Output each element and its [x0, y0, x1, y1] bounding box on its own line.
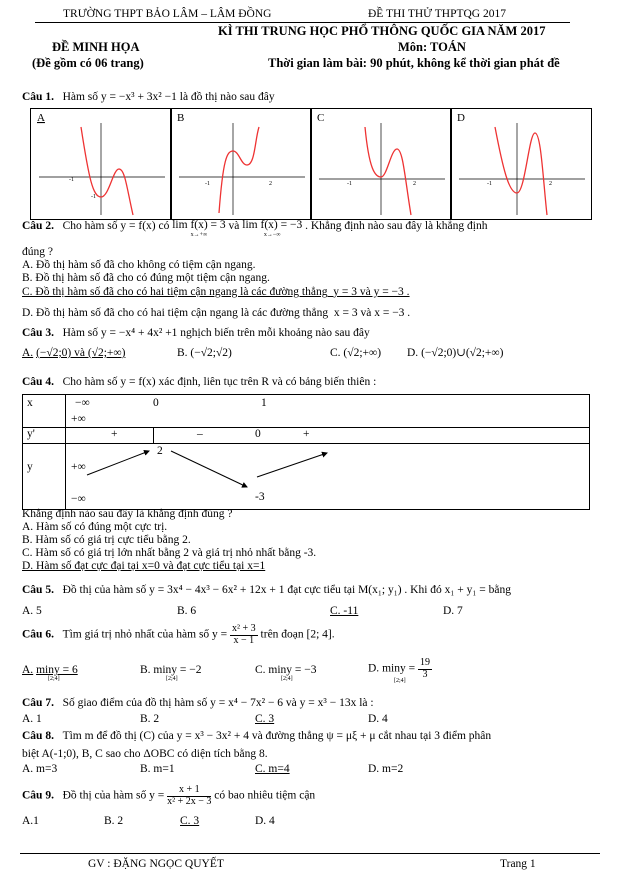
q4-text: Cho hàm số y = f(x) xác định, liên tục trên R và có bảng biến thiên : [62, 376, 377, 388]
q3-option-c-value: (√2;+∞) [343, 347, 382, 359]
vt-arrow-down [171, 451, 247, 487]
q6-option-d-den: 3 [422, 668, 428, 680]
graph-c-curve [365, 127, 411, 215]
q8-option-d[interactable]: D. m=2 [368, 763, 404, 775]
graph-d-curve [495, 127, 547, 215]
vt-x-value: 1 [261, 397, 267, 409]
graph-a-tick: -1 [91, 194, 96, 200]
q8-text-a: Tìm m để đồ thị (C) của y = x³ − 3x² + 4 và đường thẳng ψ = μξ + μ cắt nhau tại 3 điểm phân [62, 730, 492, 742]
q2-text-a: Cho hàm số y = f(x) có [62, 220, 170, 232]
q8-option-c[interactable]: C. m=4 [255, 763, 290, 775]
graph-b-label: B [177, 112, 185, 124]
q9-text-a: Đồ thị của hàm số y = [62, 789, 165, 802]
q6-interval: [2;4] [166, 676, 178, 682]
q5-option-d[interactable]: D. 7 [443, 605, 463, 617]
q6-denominator: x − 1 [233, 634, 255, 646]
q6-text-b: trên đoạn [2; 4]. [260, 628, 335, 641]
q6-interval: [2;4] [394, 678, 406, 684]
q3-option-d[interactable] [407, 347, 503, 360]
vt-y-value: 2 [157, 445, 163, 457]
q2-stem [22, 220, 487, 238]
q6-option-c-value: miny = −3 [268, 664, 317, 676]
footer-page-number: Trang 1 [500, 858, 536, 870]
q2-option-c[interactable] [22, 286, 410, 299]
graph-a[interactable] [30, 108, 172, 220]
graph-c-label: C [317, 112, 325, 124]
q2-lim1-expr: lim f(x) = 3 [172, 219, 226, 231]
graph-a-curve [81, 127, 133, 215]
vt-arrows [23, 443, 363, 509]
footer-divider [20, 853, 600, 854]
subject: Môn: TOÁN [398, 40, 466, 54]
q2-option-a[interactable]: A. Đồ thị hàm số đã cho không có tiệm cận ngang. [22, 259, 256, 271]
q5-option-a[interactable]: A. 5 [22, 605, 42, 617]
q6-option-b-letter: B. [140, 664, 151, 676]
q8-label: Câu 8. [22, 730, 54, 742]
q1-label: Câu 1. [22, 91, 54, 103]
q3-option-c-letter: C. [330, 347, 341, 359]
q1-text: Hàm số y = −x³ + 3x² −1 là đồ thị nào sau đây [62, 91, 275, 103]
q3-option-a-value: (−√2;0) và (√2;+∞) [36, 347, 126, 359]
q7-stem [22, 697, 374, 710]
q9-denominator: x² + 2x − 3 [167, 795, 212, 807]
q9-option-d[interactable]: D. 4 [255, 815, 275, 827]
graph-b-tick: 2 [269, 181, 272, 187]
q2-text-b: . Khẳng định nào sau đây là khẳng định [305, 220, 488, 232]
school-name: TRƯỜNG THPT BẢO LÂM – LÂM ĐỒNG [63, 8, 272, 20]
q2-lim2-expr: lim f(x) = −3 [242, 219, 303, 231]
q6-option-a-value: miny = 6 [36, 664, 78, 676]
footer-teacher: GV : ĐẶNG NGỌC QUYẾT [88, 858, 224, 870]
q2-text-c: đúng ? [22, 246, 53, 258]
q5-stem [22, 584, 511, 597]
q6-stem [22, 624, 335, 646]
vt-y-label: y [27, 461, 33, 473]
q1-stem [22, 91, 275, 104]
q3-option-d-letter: D. [407, 347, 419, 359]
graph-d-tick: 2 [549, 181, 552, 187]
q6-option-a[interactable] [22, 664, 78, 682]
q2-lim1 [172, 220, 225, 238]
q6-option-c[interactable] [255, 664, 317, 682]
q3-option-a[interactable] [22, 347, 125, 360]
q6-fraction [230, 624, 258, 646]
q9-numerator: x + 1 [167, 785, 211, 797]
vt-yprime-label: y' [27, 428, 35, 440]
q5-label: Câu 5. [22, 584, 54, 596]
q6-option-d-num: 19 [419, 657, 430, 668]
q7-text: Số giao điểm của đồ thị hàm số y = x⁴ − 7x² − 6 và y = x³ − 13x là : [62, 697, 374, 709]
q6-interval: [2;4] [48, 676, 60, 682]
graph-c-tick: 2 [413, 181, 416, 187]
q3-stem [22, 327, 370, 340]
q8-stem [22, 730, 491, 743]
q4-stem [22, 376, 376, 389]
q2-option-c-text: C. Đồ thị hàm số đã cho có hai tiệm cận ngang là các đường thẳng [22, 286, 328, 298]
q9-text-b: có bao nhiêu tiệm cận [214, 789, 316, 802]
vt-y-value: -3 [255, 491, 265, 503]
graph-c-tick: -1 [347, 181, 352, 187]
graph-c[interactable] [310, 108, 452, 220]
exam-time: Thời gian làm bài: 90 phút, không kể thời gian phát đề [268, 56, 560, 70]
q3-option-c[interactable] [330, 347, 381, 360]
q9-stem [22, 785, 315, 807]
graph-b-tick: -1 [205, 181, 210, 187]
graph-d-label: D [457, 112, 465, 124]
left-title: ĐỀ MINH HỌA [52, 40, 140, 54]
q2-option-d-text: D. Đồ thị hàm số đã cho có hai tiệm cận ngang là các đường thẳng [22, 307, 329, 319]
q2-lim2-sub: x→−∞ [263, 231, 281, 238]
vt-x-value: 0 [153, 397, 159, 409]
q3-option-a-letter: A. [22, 347, 34, 359]
q4-option-a[interactable]: A. Hàm số có đúng một cực trị. [22, 521, 168, 533]
q5-option-b[interactable]: B. 6 [177, 605, 197, 617]
q7-label: Câu 7. [22, 697, 54, 709]
q6-interval: [2;4] [281, 676, 293, 682]
graph-b[interactable] [170, 108, 312, 220]
q3-option-d-value: (−√2;0)∪(√2;+∞) [421, 347, 504, 359]
q9-option-c[interactable]: C. 3 [180, 815, 200, 827]
vt-y-value: −∞ [71, 493, 86, 505]
q6-option-d-letter: D. [368, 662, 380, 675]
vt-arrow-up [257, 453, 327, 477]
q6-option-b[interactable] [140, 664, 202, 682]
q7-option-c[interactable]: C. 3 [255, 713, 275, 725]
vt-yprime-sign: – [197, 428, 203, 440]
q4-option-b[interactable]: B. Hàm số có giá trị cực tiểu bằng 2. [22, 534, 191, 546]
q8-text-b: biệt A(-1;0), B, C sao cho ΔOBC có diện tích bằng 8. [22, 748, 268, 760]
q8-option-a[interactable]: A. m=3 [22, 763, 58, 775]
q6-option-d-value: miny = [382, 662, 416, 675]
q2-option-b[interactable]: B. Đồ thị hàm số đã cho có đúng một tiệm cận ngang. [22, 272, 270, 284]
vt-yprime-zero: 0 [255, 428, 261, 440]
q6-option-b-value: miny = −2 [153, 664, 202, 676]
q9-label: Câu 9. [22, 789, 54, 802]
q4-question: Khẳng định nào sau đây là khẳng định đúng ? [22, 508, 233, 520]
vt-arrow-up [87, 451, 149, 475]
q4-label: Câu 4. [22, 376, 54, 388]
vt-y-value: +∞ [71, 461, 86, 473]
q2-label: Câu 2. [22, 220, 54, 232]
q2-and: và [228, 220, 240, 232]
vt-yprime-sign: + [303, 428, 310, 440]
q5-text: Đồ thị của hàm số y = 3x⁴ − 4x³ − 6x² + 12x + 1 đạt cực tiểu tại M(x₁; y₁) . Khi đó x₁ + y₁ = bằng [62, 584, 512, 596]
q4-option-c[interactable]: C. Hàm số có giá trị lớn nhất bằng 2 và giá trị nhỏ nhất bằng -3. [22, 547, 317, 559]
graph-d-tick: -1 [487, 181, 492, 187]
variation-table [22, 394, 590, 510]
exam-label: ĐỀ THI THỬ THPTQG 2017 [368, 8, 506, 20]
graph-a-label: A [37, 112, 45, 124]
pages-note: (Đề gồm có 06 trang) [32, 56, 144, 70]
q8-option-b[interactable]: B. m=1 [140, 763, 175, 775]
q2-option-d-eq: x = 3 và x = −3 . [333, 307, 411, 319]
q2-lim1-sub: x→+∞ [190, 231, 208, 238]
q2-lim2 [242, 220, 302, 238]
vt-yprime-sign: + [111, 428, 118, 440]
vt-x-value: −∞ [75, 397, 90, 409]
q2-option-c-eq: y = 3 và y = −3 . [333, 286, 410, 298]
vt-col-divider [153, 427, 154, 443]
exam-title: KÌ THI TRUNG HỌC PHỔ THÔNG QUỐC GIA NĂM 2017 [218, 24, 546, 38]
graph-a-tick: -1 [69, 177, 74, 183]
q3-option-b-letter: B. [177, 347, 188, 359]
q2-option-d[interactable] [22, 307, 410, 320]
graph-b-curve [219, 127, 259, 213]
q6-option-d-fraction [418, 658, 432, 680]
q5-option-c[interactable]: C. -11 [330, 605, 359, 617]
q7-option-b[interactable]: B. 2 [140, 713, 160, 725]
q4-option-d[interactable]: D. Hàm số đạt cực đại tại x=0 và đạt cực tiểu tại x=1 [22, 560, 266, 572]
q3-option-b[interactable] [177, 347, 232, 360]
q7-option-a[interactable]: A. 1 [22, 713, 42, 725]
q3-option-b-value: (−√2;√2) [190, 347, 232, 359]
q3-text: Hàm số y = −x⁴ + 4x² +1 nghịch biến trên mỗi khoảng nào sau đây [62, 327, 370, 339]
q7-option-d[interactable]: D. 4 [368, 713, 388, 725]
q9-option-a[interactable]: A.1 [22, 815, 39, 827]
q6-numerator: x² + 3 [232, 623, 256, 634]
q6-label: Câu 6. [22, 628, 54, 641]
q3-label: Câu 3. [22, 327, 54, 339]
q6-option-c-letter: C. [255, 664, 266, 676]
vt-x-value: +∞ [71, 413, 86, 425]
graph-d[interactable] [450, 108, 592, 220]
header-divider [35, 22, 570, 23]
vt-x-label: x [27, 397, 33, 409]
q6-option-a-letter: A. [22, 664, 34, 676]
q6-text-a: Tìm giá trị nhỏ nhất của hàm số y = [62, 628, 228, 641]
q9-fraction [167, 785, 211, 807]
q9-option-b[interactable]: B. 2 [104, 815, 124, 827]
q6-option-d[interactable] [368, 657, 432, 684]
